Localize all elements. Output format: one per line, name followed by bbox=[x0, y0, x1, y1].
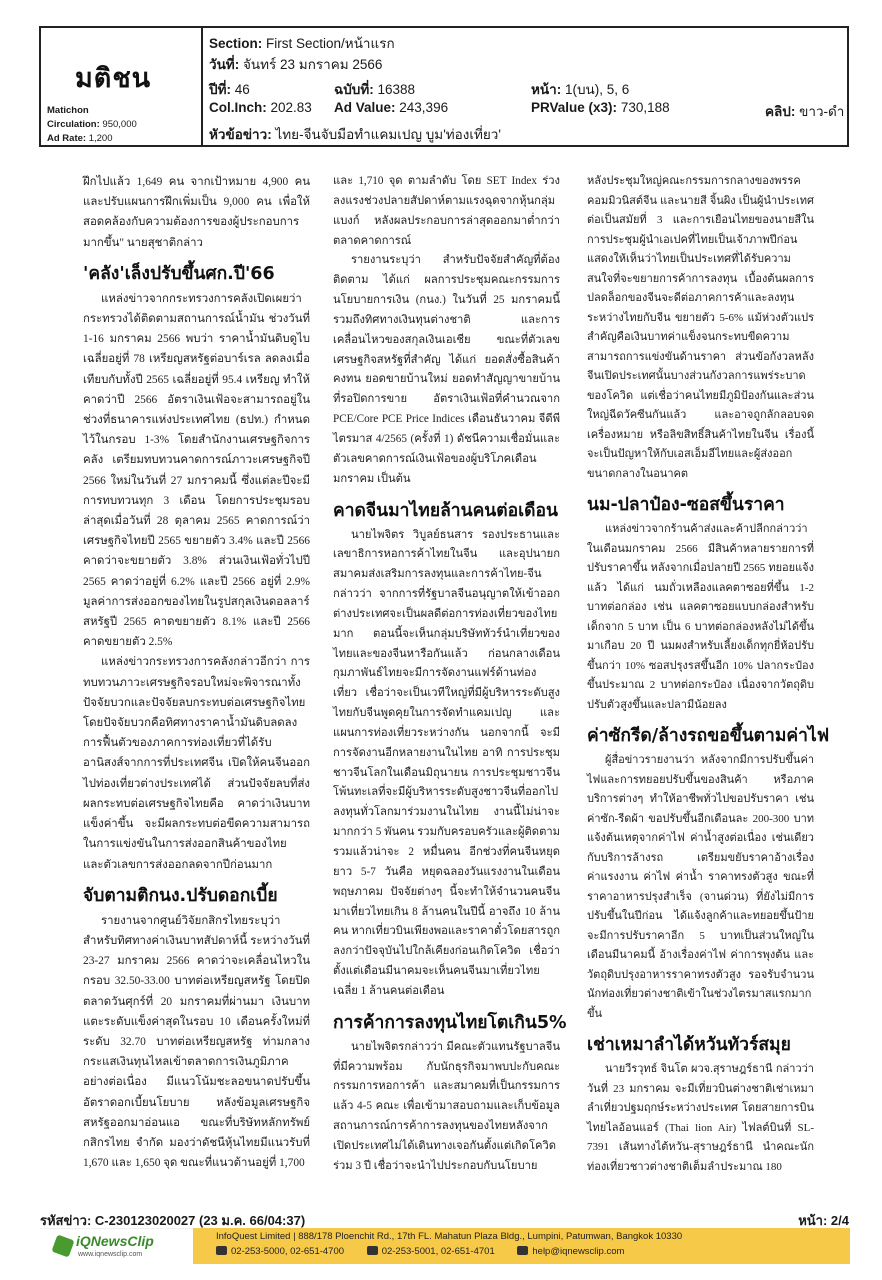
ad-rate: Ad Rate: 1,200 bbox=[47, 133, 113, 144]
article-paragraph: ฝึกไปแล้ว 1,649 คน จากเป้าหมาย 4,900 คน และปรับแผนการฝึกเพิ่มเป็น 9,000 คน เพื่อให้สอดคล้องกับความต้องการของผู้ประกอบการมากขึ้น" นายสุชาติกล่าว bbox=[83, 176, 310, 249]
fax-contact: 02-253-5001, 02-651-4701 bbox=[367, 1246, 495, 1257]
date-field: วันที่: จันทร์ 23 มกราคม 2566 bbox=[209, 57, 383, 72]
section-heading: เช่าเหมาลำได้หวันทัวร์สมุย bbox=[587, 1035, 791, 1055]
page-field: หน้า: 1(บน), 5, 6 bbox=[531, 82, 630, 97]
ad-value-field: Ad Value: 243,396 bbox=[334, 100, 449, 115]
article-column-2 bbox=[333, 172, 567, 1177]
footer-bar bbox=[40, 1228, 850, 1264]
brand-logo-icon bbox=[51, 1234, 74, 1257]
brand-name: iQNewsClip bbox=[76, 1233, 154, 1249]
article-paragraph: นายไพจิตร วิบูลย์ธนสาร รองประธานและเลขาธิการหอการค้าไทยในจีน และอุปนายกสมาคมส่งเสริมการลงทุนและการค้าไทย-จีน กล่าวว่า จากการที่รัฐบาลจีนอนุญาตให้เข้าออกต่างประเทศจะเป็นผลดีต่อการท่องเที่ยวของไทยมาก ตอนนี้จะเห็นกลุ่มบริษัททัวร์นำเที่ยวของไทยและของจีนหารือกันแล้ว ก่อนกลางเดือนกุมภาพันธ์ไทยจะมีการจัดงานแฟร์ด้านท่องเที่ยว เชื่อว่าจะเป็นเวทีใหญ่ที่มีผู้บริหารระดับสูงไทยกับจีนพูดคุยในการจัดทำแคมเปญ และแผนการท่องเที่ยวระหว่างกัน นอกจากนี้ จะมีการจัดงานอีกหลายงานในไทย อาทิ การประชุมชาวจีนโลกในเดือนมิถุนายน การประชุมชาวจีนโพ้นทะเลที่จะมีผู้บริหารระดับสูงชาวจีนที่ออกไปลงทุนทั่วโลกมาร่วมงานในไทย งานนี้ไม่น่าจะมากกว่า 5 พันคน รวมกับครอบครัวและผู้ติดตาม รวมแล้วน่าจะ 2 หมื่นคน อีกช่วงที่คนจีนหยุดยาว 5-7 วันคือ หยุดฉลองวันแรงงานในเดือนพฤษภาคม ปัจจัยต่างๆ นี้จะทำให้จำนวนคนจีนมาเที่ยวไทยเกิน 8 ล้านคนในปีนี้ อาจถึง 10 ล้านคน หากเที่ยวบินเพียงพอและราคาตั๋วโดยสารถูกลงกว่าปัจจุบันไปใกล้เคียงก่อนเกิดโควิด เชื่อว่าตั้งแต่เดือนมีนาคมจะเห็นคนจีนมาเที่ยวไทยเฉลี่ย 1 ล้านคนต่อเดือน bbox=[333, 528, 560, 997]
page-count: หน้า: 2/4 bbox=[798, 1213, 849, 1228]
publication-meta bbox=[47, 104, 137, 146]
masthead bbox=[41, 28, 203, 145]
article-paragraph: แหล่งข่าวจากร้านค้าส่งและค้าปลีกกล่าวว่า ในเดือนมกราคม 2566 มีสินค้าหลายรายการที่ปรับราคาขึ้น หลังจากเมื่อปลายปี 2565 ทยอยแจ้งแล้ว ได้แก่ นมถั่วเหลืองแลคตาซอยที่ขึ้น 1-2 บาทต่อกล่อง เช่น แลคตาซอยแบบกล่องสำหรับเด็กจาก 5 บาท เป็น 6 บาทต่อกล่องหลังไม่ได้ขึ้นมาเกือบ 20 ปี นมผงสำหรับเลี้ยงเด็กทุกยี่ห้อปรับขึ้นกว่า 10% ซอสปรุงรสขึ้นอีก 10% ปลากระป๋องขึ้นประมาณ 2 บาทต่อกระป๋อง เนื่องจากวัตถุดิบปรับตัวสูงขึ้นและปลามีน้อยลง bbox=[587, 523, 814, 711]
article-paragraph: นายวีรวุทธ์ จินโต ผวจ.สุราษฎร์ธานี กล่าวว่า วันที่ 23 มกราคม จะมีเที่ยวบินต่างชาติเช่าเหมาลำเที่ยวปฐมฤกษ์ระหว่างประเทศ โดยสายการบินไทยไลอ้อนแอร์ (Thai lion Air) ไฟลต์บินที่ SL-7391 เส้นทางไต้หวัน-สุราษฎร์ธานี นำคณะนักท่องเที่ยวชาวต่างชาติเต็มลำประมาณ 180 bbox=[587, 1063, 814, 1173]
publisher-name: Matichon bbox=[47, 105, 89, 116]
article-paragraph: และ 1,710 จุด ตามลำดับ โดย SET Index ร่วงลงแรงช่วงปลายสัปดาห์ตามแรงฉุดจากหุ้นกลุ่มแบงก์ หลังผลประกอบการล่าสุดออกมาต่ำกว่าตลาดคาดการณ์ bbox=[333, 175, 560, 247]
company-address: InfoQuest Limited | 888/178 Ploenchit Rd., 17th FL. Mahatun Plaza Bldg., Lumpini, Patumwan, Bangkok 10330 bbox=[216, 1231, 683, 1242]
article-paragraph: นายไพจิตรกล่าวว่า มีคณะตัวแทนรัฐบาลจีนที่มีความพร้อม กับนักธุรกิจมาพบปะกับคณะกรรมการหอการค้า และสมาคมที่เป็นกรรมการแล้ว 4-5 คณะ เพื่อเข้ามาสอบถามและเก็บข้อมูลสถานการณ์การค้าการลงทุนของไทยหลังจากเปิดประเทศไม่ได้เดินทางเจอกันตั้งแต่เกิดโควิดร่วม 3 ปี เชื่อว่าจะนำไปประกอบกับนโยบาย bbox=[333, 1040, 560, 1172]
article-paragraph: หลังประชุมใหญ่คณะกรรมการกลางของพรรคคอมมิวนิสต์จีน และนายสี จิ้นผิง เป็นผู้นำประเทศต่อเป็นสมัยที่ 3 และการเยือนไทยของนายสีในการประชุมผู้นำเอเปคที่ไทยเป็นเจ้าภาพปีก่อน แสดงให้เห็นว่าไทยเป็นประเทศที่ได้รับความสนใจที่จะขยายการค้าการลงทุน เบื้องต้นผลการปลดล็อกของจีนจะดีต่อภาคการค้าและลงทุนระหว่างไทยกับจีน ขยายตัว 5-6% แม้ห่วงตัวแปรสำคัญคือเงินบาทค่าแข็งจนกระทบขีดความสามารถการแข่งขันด้านราคา ส่วนข้อกังวลหลังจีนเปิดประเทศนั้นบางส่วนกังวลการแพร่ระบาดของโควิด แต่เชื่อว่าคนไทยมีภูมิป้องกันและส่วนใหญ่ฉีดวัคซีนกันแล้ว และอาจถูกลักลอบจดเครื่องหมาย หรือลิขสิทธิ์สินค้าไทยในจีน เรื่องนี้จะเป็นปัญหาให้กับเอสเอ็มอีไทยและผู้ส่งออกขนาดกลางในอนาคต bbox=[587, 175, 814, 480]
section-heading: ค่าซักรีด/ล้างรถขอขึ้นตามค่าไฟ bbox=[587, 726, 830, 746]
brand-block bbox=[40, 1228, 193, 1264]
headline-field: หัวข้อข่าว: ไทย-จีนจับมือทำแคมเปญ บูม'ท่องเที่ยว' bbox=[209, 127, 501, 142]
pr-value-field: PRValue (x3): 730,188 bbox=[531, 100, 670, 115]
clip-type-field: คลิป: ขาว-ดำ bbox=[765, 104, 845, 119]
contact-info bbox=[216, 1246, 644, 1257]
article-paragraph: รายงานระบุว่า สำหรับปัจจัยสำคัญที่ต้องติดตาม ได้แก่ ผลการประชุมคณะกรรมการนโยบายการเงิน (กนง.) ในวันที่ 25 มกราคมนี้ รวมถึงทิศทางเงินทุนต่างชาติ และการเคลื่อนไหวของสกุลเงินเอเชีย ขณะที่ตัวเลขเศรษฐกิจสหรัฐที่สำคัญ ได้แก่ ยอดสั่งซื้อสินค้าคงทน ยอดขายบ้านใหม่ ยอดทำสัญญาขายบ้านที่รอปิดการขาย อัตราเงินเฟ้อที่คำนวณจาก PCE/Core PCE Price Indices เดือนธันวาคม จีดีพีไตรมาส 4/2565 (ครั้งที่ 1) ดัชนีความเชื่อมั่นและตัวเลขคาดการณ์เงินเฟ้อของผู้บริโภคเดือนมกราคม เป็นต้น bbox=[333, 254, 560, 485]
section-heading: จับตามติกนง.ปรับดอกเบี้ย bbox=[83, 885, 278, 906]
circulation: Circulation: 950,000 bbox=[47, 119, 137, 130]
clip-header bbox=[39, 26, 849, 147]
section-field: Section: First Section/หน้าแรก bbox=[209, 36, 395, 51]
phone-icon bbox=[216, 1246, 227, 1255]
year-field: ปีที่: 46 bbox=[209, 82, 250, 97]
section-heading: 'คลัง'เล็งปรับขึ้นศก.ปี'66 bbox=[83, 263, 275, 284]
section-heading: คาดจีนมาไทยล้านคนต่อเดือน bbox=[333, 500, 558, 521]
phone-contact: 02-253-5000, 02-651-4700 bbox=[216, 1246, 344, 1257]
article-column-3 bbox=[587, 172, 830, 1177]
brand-url: www.iqnewsclip.com bbox=[78, 1251, 143, 1258]
fax-icon bbox=[367, 1246, 378, 1255]
article-paragraph: แหล่งข่าวจากกระทรวงการคลังเปิดเผยว่า กระทรวงได้ติดตามสถานการณ์น้ำมัน ช่วงวันที่ 1-16 มกราคม 2566 พบว่า ราคาน้ำมันดิบดูไบเฉลี่ยอยู่ที่ 78 เหรียญสหรัฐต่อบาร์เรล ลดลงเมื่อเทียบกับทั้งปี 2565 เฉลี่ยอยู่ที่ 95.4 เหรียญ ทำให้คาดว่าปี 2566 อัตราเงินเฟ้อจะสามารถอยู่ในช่วงที่ธนาคารแห่งประเทศไทย (ธปท.) กำหนดไว้ในกรอบ 1-3% โดยสำนักงานเศรษฐกิจการคลัง เตรียมทบทวนคาดการณ์ภาวะเศรษฐกิจปี 2566 ใหม่ในวันที่ 27 มกราคมนี้ ซึ่งแต่ละปีจะมีการทบทวนทุก 3 เดือน โดยการประชุมรอบล่าสุดเมื่อวันที่ 28 ตุลาคม 2565 คาดการณ์ว่าเศรษฐกิจไทยปี 2565 ขยายตัว 3.4% และปี 2566 คาดว่าจะขยายตัว 3.8% ส่วนเงินเฟ้อทั่วไปปี 2565 คาดว่าอยู่ที่ 6.2% และปี 2566 อยู่ที่ 2.9% มูลค่าการส่งออกของไทยในรูปสกุลเงินดอลลาร์สหรัฐปี 2565 คาดขยายตัว 8.1% และปี 2566 คาดขยายตัว 2.5% bbox=[83, 292, 310, 649]
email-contact[interactable]: help@iqnewsclip.com bbox=[517, 1246, 624, 1257]
article-paragraph: ผู้สื่อข่าวรายงานว่า หลังจากมีการปรับขึ้นค่าไฟและการทยอยปรับขึ้นของสินค้า หรือภาคบริการต่างๆ ทำให้อาชีพทั่วไปขอปรับราคา เช่น ค่าซัก-รีดผ้า ขอปรับขึ้นอีกเดือนละ 200-300 บาท แจ้งต้นเหตุจากค่าไฟ ค่าน้ำสูงต่อเนื่อง เช่นเดียวกับบริการล้างรถ เตรียมขยับราคาอ้างเรื่องค่าแรงงาน ค่าไฟ ค่าน้ำ ราคาทรงตัวสูง ขณะที่ราคาอาหารปรุงสำเร็จ (จานด่วน) ที่ยังไม่มีการปรับขึ้นในปีก่อน ได้แจ้งลูกค้าและทยอยขึ้นป้ายจะมีการปรับราคาอีก 5 บาทเป็นส่วนใหญ่ในเดือนมีนาคมนี้ อ้างเรื่องค่าไฟ ค่าการพุงต้น และวัตถุดิบปรุงอาหารราคาทรงตัวสูง รอจรับจำนวนนักท่องเที่ยวต่างชาติเข้าในช่วงไตรมาสแรกมากขึ้น bbox=[587, 754, 814, 1020]
section-heading: นม-ปลาป๋อง-ซอสขึ้นราคา bbox=[587, 495, 785, 515]
section-heading: การค้าการลงทุนไทยโตเกิน5% bbox=[333, 1012, 567, 1033]
article-paragraph: รายงานจากศูนย์วิจัยกสิกรไทยระบุว่า สำหรับทิศทางค่าเงินบาทสัปดาห์นี้ ระหว่างวันที่ 23-27 มกราคม 2566 คาดว่าจะเคลื่อนไหวในกรอบ 32.50-33.00 บาทต่อเหรียญสหรัฐ โดยปิดตลาดวันศุกร์ที่ 20 มกราคมที่ผ่านมา เงินบาทแตะระดับแข็งค่าสุดในรอบ 10 เดือนครั้งใหม่ที่ระดับ 32.70 บาทต่อเหรียญสหรัฐ ท่ามกลางกระแสเงินทุนไหลเข้าตลาดการเงินภูมิภาคอย่างต่อเนื่อง มีแนวโน้มชะลอขนาดปรับขึ้นอัตราดอกเบี้ยนโยบาย หลังข้อมูลเศรษฐกิจสหรัฐออกมาอ่อนแอ ขณะที่บริษัทหลักทรัพย์กสิกรไทย จำกัด มองว่าดัชนีหุ้นไทยมีแนวรับที่ 1,670 และ 1,650 จุด ขณะที่แนวต้านอยู่ที่ 1,700 bbox=[83, 914, 310, 1170]
newspaper-logo: มติชน bbox=[75, 63, 152, 94]
colinch-field: Col.Inch: 202.83 bbox=[209, 100, 312, 115]
article-paragraph: แหล่งข่าวกระทรวงการคลังกล่าวอีกว่า การทบทวนภาวะเศรษฐกิจรอบใหม่จะพิจารณาทั้งปัจจัยบวกและปัจจัยลบกระทบต่อเศรษฐกิจไทย โดยปัจจัยบวกคือทิศทางราคาน้ำมันดิบลดลง การฟื้นตัวของภาคการท่องเที่ยวที่ได้รับอานิสงส์จากการที่ประเทศจีน เปิดให้คนจีนออกไปท่องเที่ยวต่างประเทศได้ ส่วนปัจจัยลบที่ส่งผลกระทบต่อเศรษฐกิจไทยคือ คาดว่าเงินบาทแข็งค่าขึ้น จะมีผลกระทบต่อขีดความสามารถในการแข่งขันในการส่งออกสินค้าของไทย และตัวเลขการส่งออกลดจากปีก่อนมาก bbox=[83, 656, 310, 871]
issue-field: ฉบับที่: 16388 bbox=[334, 82, 416, 97]
article-column-1 bbox=[83, 172, 310, 1173]
news-id: รหัสข่าว: C-230123020027 (23 ม.ค. 66/04:37) bbox=[40, 1213, 306, 1228]
email-icon bbox=[517, 1246, 528, 1255]
